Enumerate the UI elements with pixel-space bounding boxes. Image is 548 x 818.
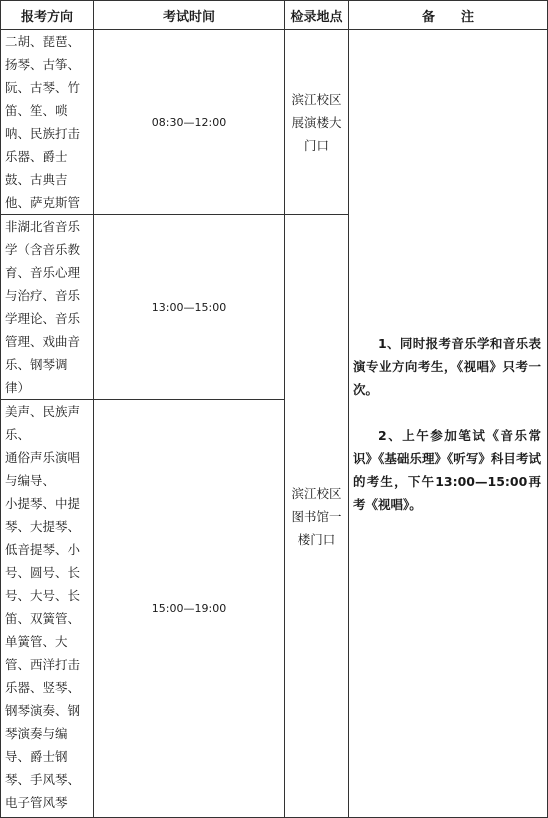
note-paragraph: 1、同时报考音乐学和音乐表演专业方向考生，《视唱》只考一次。 bbox=[353, 335, 541, 397]
direction-line: 学理论、音乐 bbox=[5, 311, 81, 326]
direction-line: 呐、民族打击 bbox=[5, 126, 81, 141]
location-line: 图书馆一 bbox=[291, 508, 342, 524]
direction-cell bbox=[1, 400, 94, 818]
direction-line: 导、爵士钢 bbox=[5, 749, 68, 764]
direction-line: 号、圆号、长 bbox=[5, 565, 81, 580]
direction-line: 育、音乐心理 bbox=[5, 265, 81, 280]
time-cell: 15:00—19:00 bbox=[94, 400, 285, 818]
direction-line: 律） bbox=[5, 380, 31, 395]
note-paragraph: 2、上午参加笔试《音乐常识》《基础乐理》《听写》科目考试的考生，下午13:00—15:00再考《视唱》。 bbox=[353, 427, 541, 512]
direction-line: 乐、钢琴调 bbox=[5, 357, 68, 372]
direction-line: 管、西洋打击 bbox=[5, 657, 81, 672]
direction-line: 阮、古琴、竹 bbox=[5, 80, 81, 95]
direction-line: 鼓、古典吉 bbox=[5, 172, 68, 187]
direction-line: 二胡、琵琶、 bbox=[5, 34, 81, 49]
direction-line: 乐、 bbox=[5, 427, 31, 442]
location-cell bbox=[285, 215, 349, 818]
location-line: 楼门口 bbox=[297, 531, 336, 547]
note-cell bbox=[349, 30, 548, 818]
header-row bbox=[1, 1, 548, 30]
location-line: 展演楼大 bbox=[291, 114, 342, 130]
direction-line: 号、大号、长 bbox=[5, 588, 81, 603]
direction-line: 非湖北省音乐 bbox=[5, 219, 81, 234]
location-line: 门口 bbox=[303, 137, 329, 153]
direction-line: 单簧管、大 bbox=[5, 634, 68, 649]
direction-line: 琴、手风琴、 bbox=[5, 772, 81, 787]
direction-line: 小提琴、中提 bbox=[5, 496, 81, 511]
time-cell: 13:00—15:00 bbox=[94, 215, 285, 400]
direction-line: 钢琴演奏、钢 bbox=[5, 703, 81, 718]
direction-line: 乐器、竖琴、 bbox=[5, 680, 81, 695]
direction-line: 扬琴、古筝、 bbox=[5, 57, 81, 72]
direction-line: 低音提琴、小 bbox=[5, 542, 81, 557]
time-cell: 08:30—12:00 bbox=[94, 30, 285, 215]
direction-line: 通俗声乐演唱 bbox=[5, 450, 81, 465]
direction-line: 美声、民族声 bbox=[5, 404, 81, 419]
direction-line: 学（含音乐教 bbox=[5, 242, 81, 257]
header-direction: 报考方向 bbox=[1, 1, 94, 30]
direction-line: 与治疗、音乐 bbox=[5, 288, 81, 303]
location-line: 滨江校区 bbox=[291, 485, 342, 501]
header-time: 考试时间 bbox=[94, 1, 285, 30]
direction-line: 与编导、 bbox=[5, 473, 56, 488]
table-row bbox=[1, 30, 548, 215]
direction-cell bbox=[1, 30, 94, 215]
direction-line: 他、萨克斯管 bbox=[5, 195, 81, 210]
direction-cell bbox=[1, 215, 94, 400]
header-location: 检录地点 bbox=[285, 1, 349, 30]
direction-line: 管理、戏曲音 bbox=[5, 334, 81, 349]
direction-line: 笛、双簧管、 bbox=[5, 611, 81, 626]
location-line: 滨江校区 bbox=[291, 91, 342, 107]
note-spacer bbox=[353, 401, 541, 424]
direction-line: 笛、笙、唢 bbox=[5, 103, 68, 118]
header-note: 备 注 bbox=[349, 1, 548, 30]
direction-line: 乐器、爵士 bbox=[5, 149, 68, 164]
direction-line: 琴、大提琴、 bbox=[5, 519, 81, 534]
direction-line: 琴演奏与编 bbox=[5, 726, 68, 741]
location-cell bbox=[285, 30, 349, 215]
direction-line: 电子管风琴 bbox=[5, 795, 68, 810]
